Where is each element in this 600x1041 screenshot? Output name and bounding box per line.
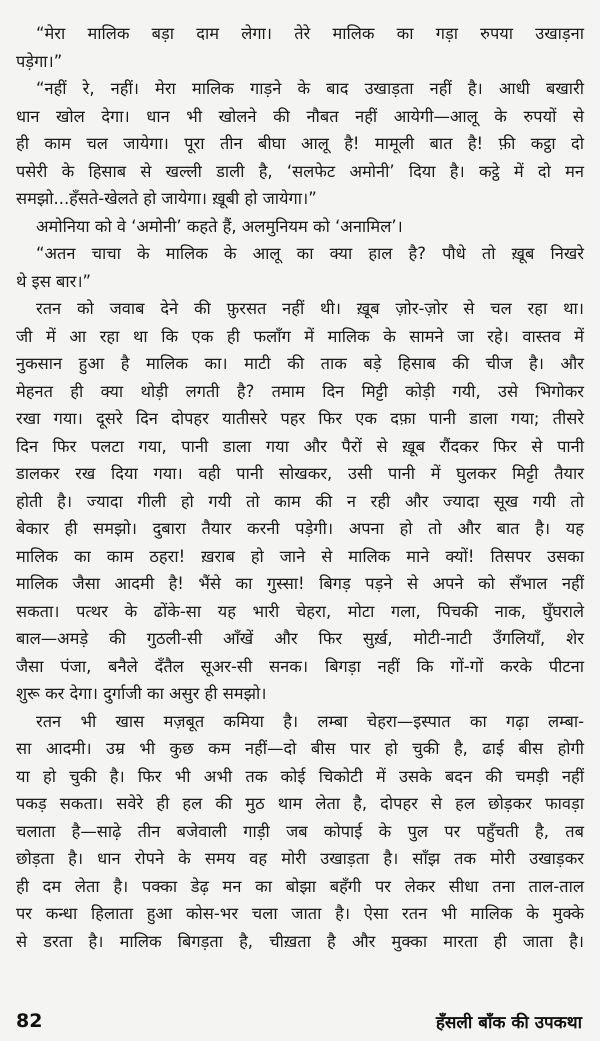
text-line: डालकर रख दिया गया। वही पानी सोखकर, उसी पानी में घुलकर मिट्टी तैयार bbox=[16, 464, 584, 483]
paragraph bbox=[16, 20, 584, 75]
text-line: चलाता है—साढ़े तीन बजेवाली गाड़ी जब कोपाई के पुल पर पहुँचती है, तब bbox=[16, 821, 584, 841]
text-line: “मेरा मालिक बड़ा दाम लेगा। तेरे मालिक का गड़ा रुपया उखाड़ना bbox=[36, 24, 584, 43]
text-line: जी में आ रहा था कि एक ही फलाँग में मालिक के सामने जा रहे। वास्तव में bbox=[16, 326, 584, 346]
text-line: रखा गया। दूसरे दिन दोपहर यातीसरे पहर फिर एक दफ़ा पानी डाला गया; तीसरे bbox=[16, 409, 584, 428]
text-line: रतन को जवाब देने की फ़ुरसत नहीं थी। ख़ूब ज़ोर-ज़ोर से चल रहा था। bbox=[36, 299, 584, 318]
text-line: रतन भी खास मज़बूत कमिया है। लम्बा चेहरा—इस्पात का गढ़ा लम्बा- bbox=[36, 711, 584, 731]
text-line: बाल—अमड़े की गुठली-सी आँखें और फिर सुर्ख़, मोटी-नाटी उँगलियाँ, शेर bbox=[16, 629, 584, 648]
page-footer bbox=[16, 1008, 582, 1034]
text-line: पड़ेगा।” bbox=[16, 51, 63, 71]
text-line: मेहनत ही क्या थोड़ी लगती है? तमाम दिन मिट्टी कोड़ी गयी, उसे भिगोकर bbox=[16, 381, 584, 401]
text-line: समझो...हँसते-खेलते हो जायेगा। ख़ूबी हो जायेगा।” bbox=[16, 189, 317, 208]
body-text bbox=[16, 20, 584, 955]
text-line: मालिक जैसा आदमी है! भैंसे का गुस्सा! बिगड़ पड़ने से अपने को सँभाल नहीं bbox=[16, 574, 584, 593]
text-line: शुरू कर देगा। दुर्गाजी का असुर ही समझो। bbox=[16, 684, 267, 703]
text-line: नुकसान हुआ है मालिक का। माटी की ताक बड़े हिसाब की चीज है। और bbox=[16, 354, 584, 373]
text-line: छोड़ता है। धान रोपने के समय वह मोरी उखाड़ता है। साँझ तक मोरी उखाड़कर bbox=[16, 849, 584, 868]
page-number: 82 bbox=[16, 1010, 43, 1032]
paragraph bbox=[16, 213, 584, 241]
text-line: से डरता है। मालिक बिगड़ता है, चीख़ता है और मुक्का मारता ही जाता है। bbox=[16, 931, 584, 951]
text-line: पसेरी के हिसाब से खल्ली डाली है, ‘सलफेट अमोनी’ दिया है। कट्ठे में दो मन bbox=[16, 161, 584, 181]
text-line: सकता। पत्थर के ढोंके-सा यह भारी चेहरा, मोटा गला, पिचकी नाक, घुँघराले bbox=[16, 601, 584, 621]
text-line: धान खोल देगा। धान भी खोलने की नौबत नहीं आयेगी—आलू के रुपयों से bbox=[16, 106, 584, 126]
text-line: दिन फिर पलटा गया, पानी डाला गया और पैरों से ख़ूब रौंदकर फिर से पानी bbox=[16, 436, 584, 456]
text-line: थे इस बार।” bbox=[16, 271, 92, 291]
paragraph bbox=[16, 708, 584, 956]
text-line: मालिक का काम ठहरा! ख़राब हो जाने से मालिक माने क्यों! तिसपर उसका bbox=[16, 546, 584, 566]
text-line: ही काम चल जायेगा। पूरा तीन बीघा आलू है! मामूली बात है! फ़ी कट्ठा दो bbox=[16, 134, 584, 153]
paragraph bbox=[16, 295, 584, 708]
text-line: या हो चुकी है। फिर भी अभी तक कोई चिकोटी में उसके बदन की चमड़ी नहीं bbox=[16, 766, 584, 786]
text-line: होती है। ज्यादा गीली हो गयी तो काम की न रही और ज्यादा सूख गयी तो bbox=[16, 491, 584, 511]
text-line: ही दम लेता है। पक्का डेढ़ मन का बोझा बहँगी पर लेकर सीधा तना ताल-ताल bbox=[16, 876, 584, 896]
paragraph bbox=[16, 240, 584, 295]
text-line: जैसा पंजा, बनैले दँतैल सूअर-सी सनक। बिगड़ा नहीं कि गों-गों करके पीटना bbox=[16, 656, 584, 676]
running-title: हँसली बाँक की उपकथा bbox=[435, 1012, 582, 1033]
text-line: पर कन्धा हिलाता हुआ कोस-भर चला जाता है। ऐसा रतन भी मालिक के मुक्के bbox=[16, 904, 584, 923]
text-line: “नहीं रे, नहीं। मेरा मालिक गाड़ने के बाद उखाड़ता नहीं है। आधी बखारी bbox=[36, 79, 584, 98]
text-line: अमोनिया को वे ‘अमोनी’ कहते हैं, अलमुनियम को ‘अनामिल’। bbox=[36, 216, 403, 236]
text-line: पकड़ सकता। सवेरे ही हल की मुठ थाम लेता है, दोपहर से हल छोड़कर फावड़ा bbox=[16, 794, 584, 813]
text-line: बेकार ही समझो। दुबारा तैयार करनी पड़ेगी। अपना हो तो और बात है। यह bbox=[16, 519, 584, 538]
text-line: सा आदमी। उम्र भी कुछ कम नहीं—दो बीस पार हो चुकी है, ढाई बीस होगी bbox=[16, 739, 584, 758]
paragraph bbox=[16, 75, 584, 213]
text-line: “अतन चाचा के मालिक के आलू का क्या हाल है? पौधे तो ख़ूब निखरे bbox=[36, 244, 584, 263]
